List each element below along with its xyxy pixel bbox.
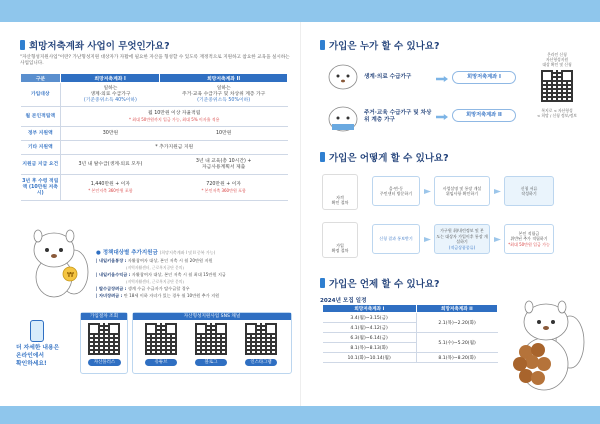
step-label-line: 자격 [336,195,344,200]
cell-line: 720만원 + 이자 [206,181,242,187]
section-title-who [320,38,440,52]
table-cell: 5.1(수)~5.20(월) [416,333,497,353]
section-title-text: 희망저축계좌 사업이 무엇인가요? [29,41,170,52]
item-key: | 탈수급장려금 : [96,286,127,291]
table-row [21,141,288,155]
who-label-1: 생계·의료 수급가구 [364,74,412,80]
row-label: 기타 지원액 [21,141,61,155]
arrow-right-icon [424,237,431,242]
table-cell: 10.1(화)~10.14(월) [323,353,417,363]
squirrel-face-icon [326,58,360,92]
table-header-cell: 희망저축계좌 II [416,305,497,313]
qr-code-icon[interactable] [145,323,177,355]
item-key: | 내일키움수익금 : [96,272,131,277]
phone-icon [30,320,44,342]
arrow-right-icon [436,114,448,120]
cell-line: 일하는 [103,85,118,91]
qr-caption: 자산형성지원 [545,57,568,62]
qr-box-sns [132,312,292,374]
cell-line: 월 10만원 이상 자율적립 [148,110,201,116]
flow-text: 신청 결과 통보받기 [379,236,413,242]
row-label: 지원금 지급 요건 [21,155,61,175]
flow-step [504,176,554,206]
table-row [21,127,288,141]
asset-plus-button[interactable]: 자산플러스 [88,359,121,366]
table-header-cell: 희망저축계좌 II [160,74,288,83]
qr-caption: 온라인 신청 [547,52,567,57]
arrow-right-icon [424,189,431,194]
step-label-line: 확정 절차 [331,248,349,253]
extra-title-note: (희망저축계좌 I 및 II 중복 가능) [159,250,216,255]
section-title-text: 가입은 누가 할 수 있나요? [329,41,440,52]
squirrel-acorn-mascot-icon [504,292,588,402]
section-title-text: 가입은 어떻게 할 수 있나요? [329,153,449,164]
flow-note: (적금상품종류) [448,244,476,250]
qr-code-icon[interactable] [195,323,227,355]
qr-caption: 대상 확인 및 신청 [542,62,572,67]
intro-text: "자산형성지원사업"이란? 가난형성지원 대상자가 자활에 필요한 자산을 형성할 수 있도록 재정적으로 지원하고 참요한 교육을 실시하는 사업입니다. [20,55,290,67]
section-title-what [20,38,170,52]
flow-text: 주민센터 방문하기 [379,191,413,196]
table-row [21,107,288,127]
flow-text: 위임사항 확인하기 [445,191,479,196]
schedule-table [322,304,498,363]
flow-text: 본인 적립금 [518,230,540,236]
table-cell: 3.4(월)~3.15(금) [323,313,417,323]
step-label-line: 가입 [336,243,344,248]
item-value: 만 18세 이하 자녀가 있는 경우 월 10만원 추가 지원 [123,293,220,298]
table-row [323,353,498,363]
flow-step [372,224,420,254]
more-line: 확인하세요! [16,361,47,367]
apply-qr-box [534,52,580,140]
cell-line: 일하는 [216,85,231,91]
table-header-cell: 희망저축계좌 I [323,305,417,313]
item-note: (지역자활센터, 근로복지공단 문의) [126,279,184,284]
qr-code-icon[interactable] [541,70,573,102]
squirrel-face-icon [326,100,360,134]
cell-note: (기준중위소득 50%이하) [197,97,251,103]
list-item [96,285,292,292]
table-row [21,83,288,107]
table-cell: 2.1(목)~2.20(화) [416,313,497,333]
table-row [21,175,288,201]
title-marker-icon [320,40,325,50]
svg-text:₩: ₩ [67,271,74,279]
cell-line: 3년 내 교육(총 10시간) + [195,158,252,164]
row-label: 가입대상 [21,83,61,107]
qr-code-icon[interactable] [88,323,120,355]
top-band [0,0,600,22]
table-cell [61,83,160,107]
table-cell [61,107,288,127]
table-cell [160,83,288,107]
flow-text: 사업설명 및 통장 개설 [442,185,482,191]
table-cell: 8.1(목)~8.13(화) [323,343,417,353]
cell-line: 주거·교육 수급가구 및 차상위 계층 가구 [182,91,266,97]
title-marker-icon [20,40,25,50]
step-label-confirm [322,222,358,258]
table-cell: 6.3(월)~6.14(금) [323,333,417,343]
arrow-right-icon [494,237,501,242]
qr-code-icon[interactable] [245,323,277,355]
more-info-text [16,344,59,368]
account-card-2: 희망저축계좌 II [452,109,516,122]
flow-note: *최대 50만원 입금 가능 [508,241,550,247]
item-value: 생계 수급 수급자가 탈수급할 경우 [127,286,190,291]
cell-line: 1,440만원 + 이자 [90,181,131,187]
bottom-band [0,406,600,424]
title-marker-icon [320,152,325,162]
table-header-cell: 구분 [21,74,61,83]
table-cell [61,175,160,201]
who-label-2: 주거·교육 수급가구 및 차상위 계층 가구 [364,110,432,123]
flow-step [434,176,490,206]
section-title-how [320,150,449,164]
table-header-cell: 희망저축계좌 I [61,74,160,83]
section-title-when [320,276,440,290]
arrow-right-icon [494,189,501,194]
section-title-text: 가입은 언제 할 수 있나요? [329,279,440,290]
row-label: 정부 지원액 [21,127,61,141]
instagram-button[interactable]: 인스타그램 [245,359,277,366]
item-value: 자활참여자 대상, 본인 저축 시 월 20만원 지원 [127,258,213,263]
cell-note: * 최대 50만원까지 입금 가능, 최대 5% 이자율 적용 [128,116,220,122]
table-row [21,155,288,175]
comparison-table [20,73,288,201]
table-cell: * 추가지원금 지원 [61,141,288,155]
cell-note: * 본인저축 360만원 포함 [88,187,133,193]
table-header-row [21,74,288,83]
qr-caption: < 희망 / 신청 정보/정보 [537,113,577,118]
table-cell [160,175,288,201]
table-row [323,313,498,323]
item-key: | 자녀장려금 : [96,293,123,298]
flow-step [372,176,420,206]
squirrel-mascot-icon [24,222,90,302]
flow-step [434,224,490,254]
flow-text: 읍·면·동 [388,185,404,191]
list-item [96,257,292,271]
flow-text: 가구원 취/내린정보 및 본 [440,228,484,233]
cell-note: (기준중위소득 40%이하) [83,97,137,103]
item-note: (지역자활센터, 근로복지공단 문의) [126,265,184,270]
qr-box-head: 가입절차 조회 [81,313,127,320]
flow-text: 도는 대상자 가입이후 통장 개설하기 [436,233,488,244]
flow-step [504,224,554,254]
extra-support-list [96,257,292,299]
step-label-line: 확인 절차 [331,200,349,205]
cell-line: 생계·의료 수급가구 [90,91,131,97]
qr-box-asset [80,312,128,374]
more-line: 더 자세한 내용은 [16,345,60,351]
table-cell: 30만원 [61,127,160,141]
table-cell: 10만원 [160,127,288,141]
list-item [96,271,292,285]
flow-text: 신청 서류 [520,185,538,191]
extra-support-title [96,248,215,256]
table-cell [160,155,288,175]
step-label-eligibility [322,174,358,210]
extra-title-text: ● 정책대상별 추가지원금 [96,250,158,256]
item-key: | 내일키움통장 : [96,258,127,263]
table-cell: 8.1(목)~8.20(화) [416,353,497,363]
arrow-right-icon [436,76,448,82]
youtube-button[interactable]: 유튜브 [145,359,177,366]
table-header-row [323,305,498,313]
qr-caption: 복지로 < 자산형성 [541,108,573,113]
blog-button[interactable]: 블로그 [195,359,227,366]
table-cell: 4.1(월)~4.12(금) [323,323,417,333]
cell-note: * 본인저축 360만원 포함 [201,187,246,193]
qr-box-head: 자산형성지원사업 SNS 채널 [133,313,291,320]
cell-line: 자금사용계획서 제출 [202,164,246,170]
more-line: 온라인에서 [16,353,44,359]
table-row [323,333,498,343]
title-marker-icon [320,278,325,288]
list-item [96,292,292,299]
fold-divider [300,22,301,406]
flow-text: 작성하기 [521,191,537,196]
row-label: 월 본인적립액 [21,107,61,127]
table-cell: 3년 내 탈수급(생계·의료 모두) [61,155,160,175]
account-card-1: 희망저축계좌 I [452,71,516,84]
flow-text: 위반된 추가 적립하기 [510,236,548,242]
schedule-title: 2024년 모집 일정 [320,298,367,304]
row-label: 3년 후 수령 적립액 (10만원 저축 시) [21,175,61,201]
item-value: 자활참여자 대상, 본인 저축 시 월 최대 15만원 지급 [131,272,226,277]
